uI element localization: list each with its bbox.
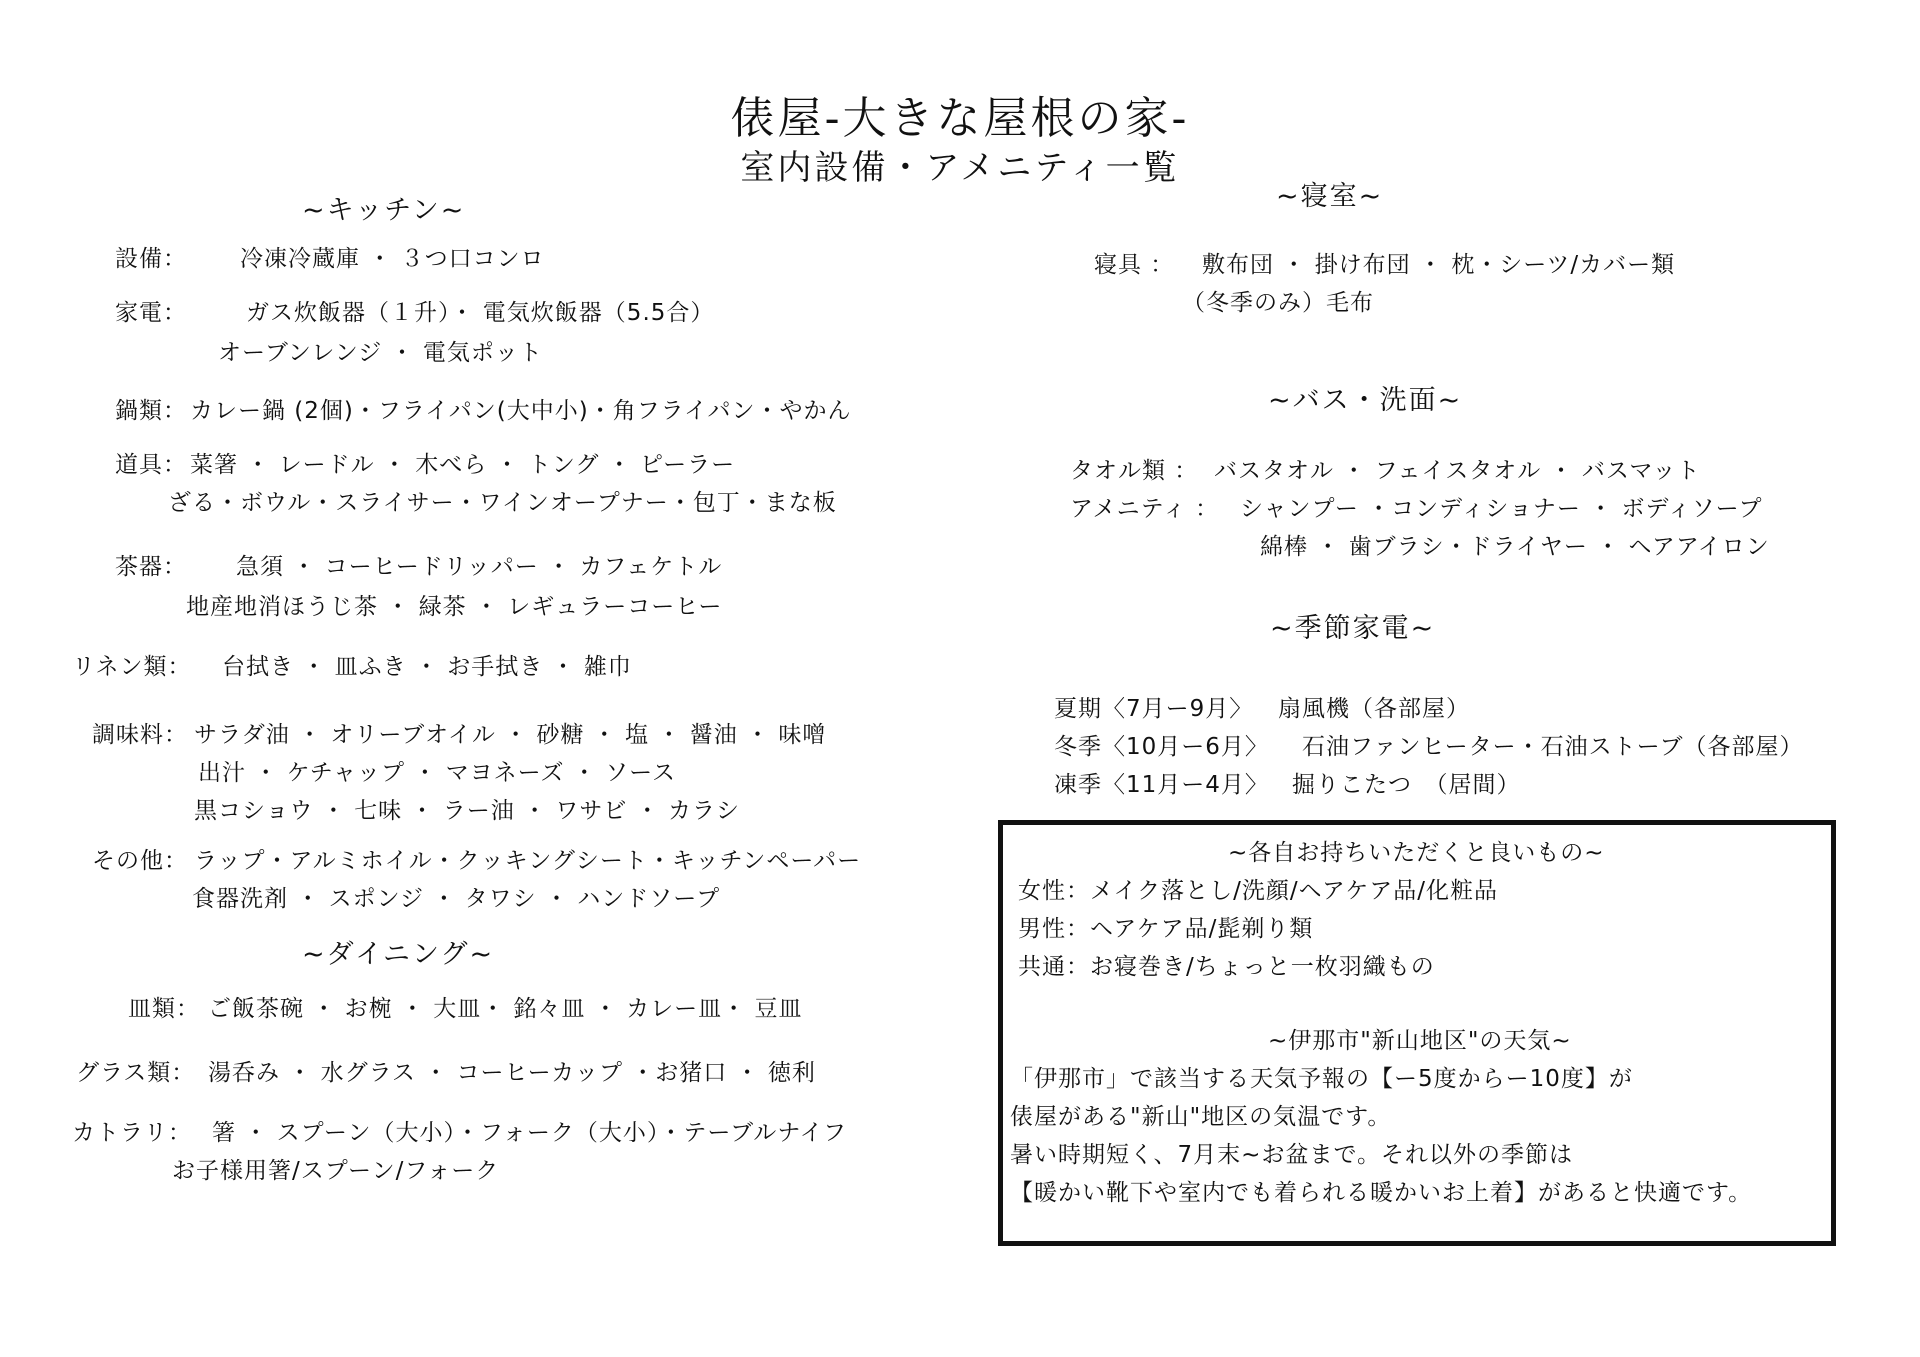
seasonal-summer-label: 夏期〈7月ー9月〉 — [1054, 696, 1254, 722]
seasonal-freeze-value: 掘りこたつ （居間） — [1292, 772, 1521, 798]
bedroom-bedding-label: 寝具 ： — [1094, 252, 1175, 278]
kitchen-others-line1: ラップ・アルミホイル・クッキングシート・キッチンペーパー — [194, 848, 862, 874]
page-title: 俵屋-大きな屋根の家- — [730, 93, 1190, 144]
kitchen-appliances-line2: オーブンレンジ ・ 電気ポット — [218, 340, 543, 366]
kitchen-seasonings-line3: 黒コショウ ・ 七味 ・ ラー油 ・ ワサビ ・ カラシ — [194, 798, 741, 824]
kitchen-pots-line1: カレー鍋 (2個)・フライパン(大中小)・角フライパン・やかん — [190, 398, 852, 424]
weather-line1: 「伊那市」で該当する天気予報の【ー5度からー10度】が — [1010, 1066, 1633, 1092]
kitchen-tools-line2: ざる・ボウル・スライサー・ワインオープナー・包丁・まな板 — [168, 490, 837, 516]
seasonal-freeze-label: 凍季〈11月ー4月〉 — [1054, 772, 1269, 798]
kitchen-heading: ~キッチン~ — [302, 195, 466, 226]
kitchen-teaware-line1: 急須 ・ コーヒードリッパー ・ カフェケトル — [236, 554, 723, 580]
bath-heading: ~バス・洗面~ — [1268, 385, 1463, 416]
kitchen-linens-line1: 台拭き ・ 皿ふき ・ お手拭き ・ 雑巾 — [222, 654, 632, 680]
bedroom-bedding-line2: （冬季のみ）毛布 — [1182, 290, 1374, 316]
kitchen-others-label: その他： — [92, 848, 188, 874]
bring-heading: ~各自お持ちいただくと良いもの~ — [1228, 840, 1605, 866]
kitchen-teaware-label: 茶器： — [115, 554, 187, 580]
kitchen-appliances-line1: ガス炊飯器（１升）・ 電気炊飯器（5.5合） — [246, 300, 715, 326]
dining-cutlery-line1: 箸 ・ スプーン（大小）・フォーク（大小）・テーブルナイフ — [212, 1120, 847, 1146]
kitchen-others-line2: 食器洗剤 ・ スポンジ ・ タワシ ・ ハンドソープ — [192, 886, 721, 912]
kitchen-appliances-label: 家電： — [115, 300, 187, 326]
bedroom-bedding-line1: 敷布団 ・ 掛け布団 ・ 枕・シーツ/カバー類 — [1202, 252, 1676, 278]
bring-common: 共通：お寝巻き/ちょっと一枚羽織もの — [1018, 954, 1435, 980]
bath-amenities-label: アメニティ ： — [1070, 496, 1220, 522]
bedroom-heading: ~寝室~ — [1276, 181, 1384, 212]
seasonal-summer-value: 扇風機（各部屋） — [1278, 696, 1470, 722]
kitchen-tools-label: 道具： — [115, 452, 187, 478]
dining-plates-line1: ご飯茶碗 ・ お椀 ・ 大皿・ 銘々皿 ・ カレー皿・ 豆皿 — [208, 996, 803, 1022]
kitchen-seasonings-line2: 出汁 ・ ケチャップ ・ マヨネーズ ・ ソース — [198, 760, 676, 786]
seasonal-winter-value: 石油ファンヒーター・石油ストーブ（各部屋） — [1302, 734, 1804, 760]
seasonal-heading: ~季節家電~ — [1270, 613, 1436, 644]
dining-plates-label: 皿類： — [128, 996, 200, 1022]
seasonal-winter-label: 冬季〈10月ー6月〉 — [1054, 734, 1269, 760]
bring-women: 女性：メイク落とし/洗顔/ヘアケア品/化粧品 — [1018, 878, 1498, 904]
kitchen-equipment-label: 設備： — [115, 246, 187, 272]
kitchen-pots-label: 鍋類： — [115, 398, 187, 424]
kitchen-seasonings-line1: サラダ油 ・ オリーブオイル ・ 砂糖 ・ 塩 ・ 醤油 ・ 味噌 — [194, 722, 827, 748]
bath-amenities-line1: シャンプー ・コンディショナー ・ ボディソープ — [1240, 496, 1763, 522]
kitchen-equipment-line1: 冷凍冷蔵庫 ・ ３つ口コンロ — [240, 246, 545, 272]
dining-cutlery-label: カトラリ： — [72, 1120, 192, 1146]
kitchen-teaware-line2: 地産地消ほうじ茶 ・ 緑茶 ・ レギュラーコーヒー — [186, 594, 723, 620]
weather-line3: 暑い時期短く、7月末~お盆まで。それ以外の季節は — [1010, 1142, 1573, 1168]
dining-glasses-label: グラス類： — [76, 1060, 196, 1086]
dining-heading: ~ダイニング~ — [302, 939, 495, 970]
bath-amenities-line2: 綿棒 ・ 歯ブラシ・ドライヤー ・ ヘアアイロン — [1260, 534, 1770, 560]
page-subtitle: 室内設備・アメニティ一覧 — [740, 148, 1180, 188]
bring-men: 男性：ヘアケア品/髭剃り類 — [1018, 916, 1314, 942]
weather-line4: 【暖かい靴下や室内でも着られる暖かいお上着】があると快適です。 — [1010, 1180, 1753, 1206]
kitchen-linens-label: リネン類： — [72, 654, 192, 680]
kitchen-seasonings-label: 調味料： — [92, 722, 188, 748]
weather-line2: 俵屋がある"新山"地区の気温です。 — [1010, 1104, 1392, 1130]
bath-towels-line1: バスタオル ・ フェイスタオル ・ バスマット — [1214, 458, 1701, 484]
dining-glasses-line1: 湯呑み ・ 水グラス ・ コーヒーカップ ・お猪口 ・ 徳利 — [208, 1060, 816, 1086]
weather-heading: ~伊那市"新山地区"の天気~ — [1268, 1028, 1572, 1054]
bath-towels-label: タオル類 ： — [1070, 458, 1199, 484]
kitchen-tools-line1: 菜箸 ・ レードル ・ 木べら ・ トング ・ ピーラー — [190, 452, 736, 478]
dining-cutlery-line2: お子様用箸/スプーン/フォーク — [172, 1158, 500, 1184]
